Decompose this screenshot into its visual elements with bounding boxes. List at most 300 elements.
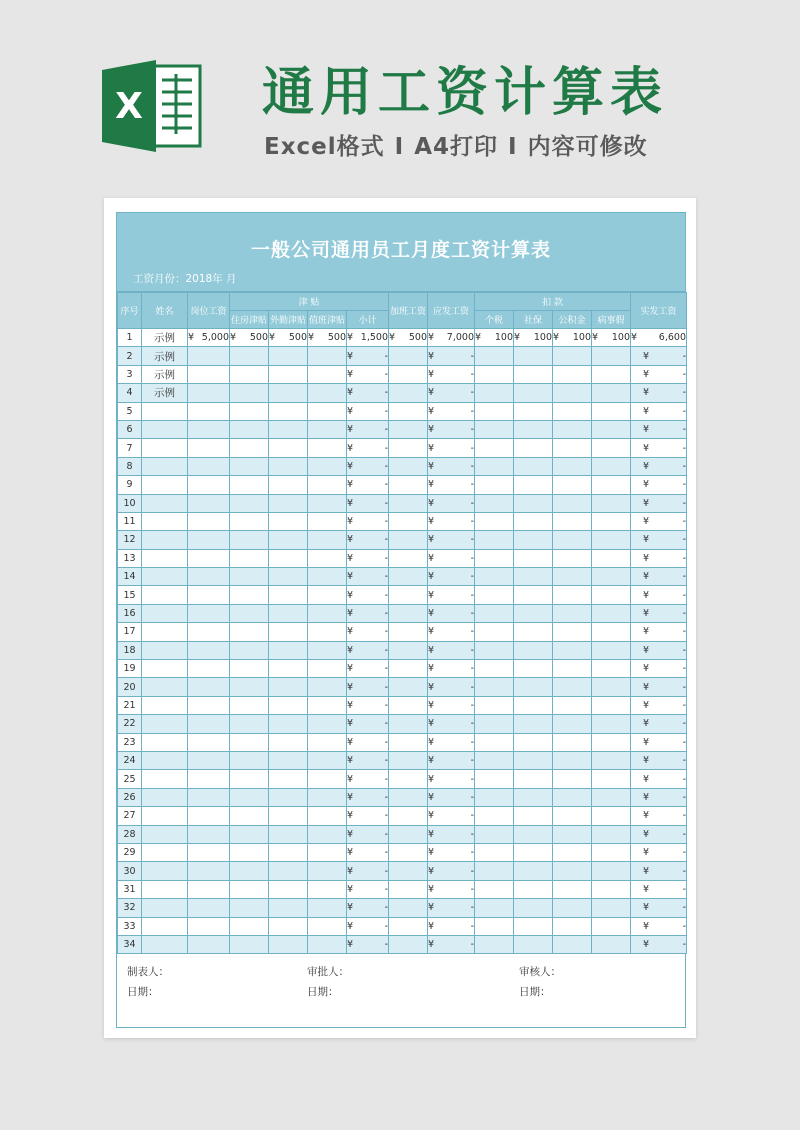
cell-leave[interactable] — [592, 899, 631, 917]
cell-overtime[interactable] — [389, 384, 428, 402]
cell-name[interactable] — [142, 843, 188, 861]
cell-fund[interactable] — [553, 678, 592, 696]
cell-field[interactable] — [269, 935, 308, 953]
cell-housing[interactable] — [230, 568, 269, 586]
cell-meal[interactable] — [308, 531, 347, 549]
cell-base[interactable] — [188, 751, 230, 769]
cell-overtime[interactable] — [389, 641, 428, 659]
cell-name[interactable] — [142, 715, 188, 733]
cell-overtime[interactable] — [389, 751, 428, 769]
cell-name[interactable] — [142, 623, 188, 641]
cell-name[interactable] — [142, 531, 188, 549]
cell-meal[interactable] — [308, 623, 347, 641]
cell-housing[interactable] — [230, 770, 269, 788]
cell-housing[interactable] — [230, 733, 269, 751]
cell-housing[interactable] — [230, 402, 269, 420]
cell-base[interactable] — [188, 807, 230, 825]
cell-overtime[interactable] — [389, 512, 428, 530]
cell-housing[interactable] — [230, 623, 269, 641]
cell-base[interactable] — [188, 586, 230, 604]
cell-social[interactable] — [514, 347, 553, 365]
cell-net[interactable] — [631, 880, 687, 898]
cell-index[interactable]: 17 — [118, 623, 142, 641]
cell-fund[interactable] — [553, 457, 592, 475]
cell-index[interactable]: 33 — [118, 917, 142, 935]
cell-subtotal[interactable] — [347, 899, 389, 917]
cell-base[interactable] — [188, 512, 230, 530]
cell-meal[interactable] — [308, 696, 347, 714]
cell-overtime[interactable] — [389, 660, 428, 678]
cell-base[interactable] — [188, 347, 230, 365]
cell-name[interactable] — [142, 476, 188, 494]
cell-name[interactable]: 示例 — [142, 347, 188, 365]
cell-leave[interactable] — [592, 568, 631, 586]
cell-gross[interactable] — [428, 494, 475, 512]
cell-housing[interactable] — [230, 586, 269, 604]
cell-field[interactable] — [269, 862, 308, 880]
cell-fund[interactable] — [553, 660, 592, 678]
cell-fund[interactable] — [553, 494, 592, 512]
cell-social[interactable] — [514, 733, 553, 751]
cell-base[interactable] — [188, 384, 230, 402]
cell-base[interactable] — [188, 329, 230, 347]
cell-social[interactable] — [514, 641, 553, 659]
cell-tax[interactable] — [475, 696, 514, 714]
cell-subtotal[interactable] — [347, 347, 389, 365]
cell-net[interactable] — [631, 347, 687, 365]
cell-leave[interactable] — [592, 420, 631, 438]
cell-tax[interactable] — [475, 347, 514, 365]
cell-meal[interactable] — [308, 604, 347, 622]
cell-net[interactable] — [631, 531, 687, 549]
cell-gross[interactable] — [428, 788, 475, 806]
cell-base[interactable] — [188, 420, 230, 438]
cell-overtime[interactable] — [389, 862, 428, 880]
cell-social[interactable] — [514, 420, 553, 438]
cell-meal[interactable] — [308, 347, 347, 365]
cell-meal[interactable] — [308, 384, 347, 402]
cell-social[interactable] — [514, 843, 553, 861]
cell-field[interactable] — [269, 512, 308, 530]
cell-index[interactable]: 19 — [118, 660, 142, 678]
cell-tax[interactable] — [475, 807, 514, 825]
cell-name[interactable] — [142, 935, 188, 953]
cell-tax[interactable] — [475, 402, 514, 420]
cell-tax[interactable] — [475, 604, 514, 622]
cell-housing[interactable] — [230, 494, 269, 512]
cell-name[interactable] — [142, 402, 188, 420]
cell-meal[interactable] — [308, 935, 347, 953]
cell-base[interactable] — [188, 604, 230, 622]
cell-social[interactable] — [514, 586, 553, 604]
cell-housing[interactable] — [230, 604, 269, 622]
cell-net[interactable] — [631, 384, 687, 402]
cell-index[interactable]: 12 — [118, 531, 142, 549]
cell-social[interactable] — [514, 935, 553, 953]
cell-social[interactable] — [514, 917, 553, 935]
cell-gross[interactable] — [428, 880, 475, 898]
cell-net[interactable] — [631, 402, 687, 420]
cell-name[interactable] — [142, 807, 188, 825]
cell-field[interactable] — [269, 807, 308, 825]
cell-social[interactable] — [514, 568, 553, 586]
cell-social[interactable] — [514, 678, 553, 696]
cell-fund[interactable] — [553, 715, 592, 733]
cell-gross[interactable] — [428, 899, 475, 917]
cell-gross[interactable] — [428, 384, 475, 402]
cell-meal[interactable] — [308, 457, 347, 475]
cell-leave[interactable] — [592, 384, 631, 402]
cell-fund[interactable] — [553, 623, 592, 641]
cell-subtotal[interactable] — [347, 420, 389, 438]
cell-name[interactable] — [142, 660, 188, 678]
cell-fund[interactable] — [553, 825, 592, 843]
cell-net[interactable] — [631, 604, 687, 622]
cell-fund[interactable] — [553, 788, 592, 806]
cell-net[interactable] — [631, 457, 687, 475]
cell-leave[interactable] — [592, 843, 631, 861]
cell-index[interactable]: 11 — [118, 512, 142, 530]
cell-base[interactable] — [188, 770, 230, 788]
cell-field[interactable] — [269, 549, 308, 567]
cell-fund[interactable] — [553, 935, 592, 953]
cell-leave[interactable] — [592, 770, 631, 788]
cell-field[interactable] — [269, 329, 308, 347]
cell-base[interactable] — [188, 623, 230, 641]
cell-gross[interactable] — [428, 347, 475, 365]
cell-field[interactable] — [269, 696, 308, 714]
cell-overtime[interactable] — [389, 899, 428, 917]
cell-meal[interactable] — [308, 549, 347, 567]
cell-tax[interactable] — [475, 678, 514, 696]
cell-housing[interactable] — [230, 935, 269, 953]
cell-index[interactable]: 29 — [118, 843, 142, 861]
cell-net[interactable] — [631, 733, 687, 751]
cell-fund[interactable] — [553, 512, 592, 530]
cell-index[interactable]: 7 — [118, 439, 142, 457]
cell-gross[interactable] — [428, 512, 475, 530]
cell-tax[interactable] — [475, 770, 514, 788]
cell-housing[interactable] — [230, 862, 269, 880]
cell-meal[interactable] — [308, 420, 347, 438]
cell-gross[interactable] — [428, 862, 475, 880]
cell-subtotal[interactable] — [347, 439, 389, 457]
cell-fund[interactable] — [553, 568, 592, 586]
cell-housing[interactable] — [230, 329, 269, 347]
cell-overtime[interactable] — [389, 917, 428, 935]
cell-subtotal[interactable] — [347, 457, 389, 475]
cell-gross[interactable] — [428, 807, 475, 825]
cell-overtime[interactable] — [389, 476, 428, 494]
cell-overtime[interactable] — [389, 531, 428, 549]
cell-tax[interactable] — [475, 531, 514, 549]
cell-subtotal[interactable] — [347, 623, 389, 641]
cell-field[interactable] — [269, 751, 308, 769]
cell-leave[interactable] — [592, 365, 631, 383]
cell-index[interactable]: 26 — [118, 788, 142, 806]
cell-leave[interactable] — [592, 825, 631, 843]
cell-net[interactable] — [631, 899, 687, 917]
cell-social[interactable] — [514, 660, 553, 678]
cell-subtotal[interactable] — [347, 862, 389, 880]
cell-leave[interactable] — [592, 457, 631, 475]
cell-base[interactable] — [188, 935, 230, 953]
cell-tax[interactable] — [475, 420, 514, 438]
cell-tax[interactable] — [475, 880, 514, 898]
cell-name[interactable] — [142, 494, 188, 512]
cell-gross[interactable] — [428, 770, 475, 788]
cell-subtotal[interactable] — [347, 825, 389, 843]
cell-leave[interactable] — [592, 751, 631, 769]
cell-leave[interactable] — [592, 476, 631, 494]
cell-meal[interactable] — [308, 862, 347, 880]
cell-index[interactable]: 30 — [118, 862, 142, 880]
cell-overtime[interactable] — [389, 439, 428, 457]
cell-overtime[interactable] — [389, 935, 428, 953]
cell-name[interactable] — [142, 751, 188, 769]
cell-fund[interactable] — [553, 384, 592, 402]
cell-base[interactable] — [188, 880, 230, 898]
cell-overtime[interactable] — [389, 770, 428, 788]
cell-leave[interactable] — [592, 494, 631, 512]
cell-subtotal[interactable] — [347, 807, 389, 825]
cell-gross[interactable] — [428, 402, 475, 420]
cell-name[interactable] — [142, 549, 188, 567]
cell-overtime[interactable] — [389, 402, 428, 420]
cell-gross[interactable] — [428, 843, 475, 861]
cell-leave[interactable] — [592, 660, 631, 678]
cell-net[interactable] — [631, 641, 687, 659]
cell-leave[interactable] — [592, 917, 631, 935]
cell-fund[interactable] — [553, 733, 592, 751]
cell-social[interactable] — [514, 402, 553, 420]
cell-gross[interactable] — [428, 751, 475, 769]
cell-index[interactable]: 20 — [118, 678, 142, 696]
cell-leave[interactable] — [592, 788, 631, 806]
cell-index[interactable]: 8 — [118, 457, 142, 475]
cell-gross[interactable] — [428, 476, 475, 494]
cell-housing[interactable] — [230, 476, 269, 494]
cell-name[interactable] — [142, 641, 188, 659]
cell-tax[interactable] — [475, 917, 514, 935]
cell-leave[interactable] — [592, 623, 631, 641]
cell-tax[interactable] — [475, 512, 514, 530]
cell-social[interactable] — [514, 329, 553, 347]
cell-net[interactable] — [631, 568, 687, 586]
cell-field[interactable] — [269, 880, 308, 898]
cell-fund[interactable] — [553, 531, 592, 549]
cell-social[interactable] — [514, 476, 553, 494]
cell-field[interactable] — [269, 715, 308, 733]
cell-field[interactable] — [269, 494, 308, 512]
cell-tax[interactable] — [475, 641, 514, 659]
cell-subtotal[interactable] — [347, 365, 389, 383]
cell-name[interactable]: 示例 — [142, 365, 188, 383]
cell-name[interactable] — [142, 678, 188, 696]
cell-overtime[interactable] — [389, 678, 428, 696]
cell-housing[interactable] — [230, 457, 269, 475]
cell-name[interactable] — [142, 788, 188, 806]
cell-index[interactable]: 9 — [118, 476, 142, 494]
cell-subtotal[interactable] — [347, 880, 389, 898]
cell-net[interactable] — [631, 512, 687, 530]
cell-tax[interactable] — [475, 439, 514, 457]
cell-leave[interactable] — [592, 733, 631, 751]
cell-net[interactable] — [631, 825, 687, 843]
cell-fund[interactable] — [553, 899, 592, 917]
cell-base[interactable] — [188, 825, 230, 843]
cell-fund[interactable] — [553, 807, 592, 825]
cell-gross[interactable] — [428, 678, 475, 696]
cell-fund[interactable] — [553, 770, 592, 788]
cell-name[interactable] — [142, 696, 188, 714]
cell-name[interactable] — [142, 439, 188, 457]
cell-field[interactable] — [269, 917, 308, 935]
cell-meal[interactable] — [308, 917, 347, 935]
cell-housing[interactable] — [230, 384, 269, 402]
cell-base[interactable] — [188, 365, 230, 383]
cell-meal[interactable] — [308, 899, 347, 917]
cell-field[interactable] — [269, 365, 308, 383]
cell-base[interactable] — [188, 899, 230, 917]
cell-subtotal[interactable] — [347, 384, 389, 402]
cell-tax[interactable] — [475, 586, 514, 604]
cell-tax[interactable] — [475, 476, 514, 494]
cell-meal[interactable] — [308, 788, 347, 806]
cell-index[interactable]: 23 — [118, 733, 142, 751]
cell-overtime[interactable] — [389, 329, 428, 347]
cell-fund[interactable] — [553, 402, 592, 420]
cell-gross[interactable] — [428, 935, 475, 953]
cell-net[interactable] — [631, 917, 687, 935]
cell-social[interactable] — [514, 899, 553, 917]
cell-subtotal[interactable] — [347, 917, 389, 935]
cell-meal[interactable] — [308, 843, 347, 861]
cell-net[interactable] — [631, 623, 687, 641]
cell-tax[interactable] — [475, 549, 514, 567]
cell-subtotal[interactable] — [347, 476, 389, 494]
cell-base[interactable] — [188, 660, 230, 678]
cell-fund[interactable] — [553, 476, 592, 494]
cell-meal[interactable] — [308, 439, 347, 457]
cell-index[interactable]: 5 — [118, 402, 142, 420]
cell-overtime[interactable] — [389, 494, 428, 512]
cell-index[interactable]: 1 — [118, 329, 142, 347]
cell-social[interactable] — [514, 825, 553, 843]
cell-subtotal[interactable] — [347, 935, 389, 953]
cell-social[interactable] — [514, 604, 553, 622]
cell-base[interactable] — [188, 568, 230, 586]
cell-gross[interactable] — [428, 457, 475, 475]
cell-field[interactable] — [269, 347, 308, 365]
cell-field[interactable] — [269, 439, 308, 457]
cell-fund[interactable] — [553, 751, 592, 769]
cell-social[interactable] — [514, 457, 553, 475]
cell-social[interactable] — [514, 715, 553, 733]
cell-name[interactable] — [142, 733, 188, 751]
cell-index[interactable]: 14 — [118, 568, 142, 586]
cell-tax[interactable] — [475, 751, 514, 769]
cell-index[interactable]: 2 — [118, 347, 142, 365]
cell-name[interactable]: 示例 — [142, 329, 188, 347]
cell-net[interactable] — [631, 788, 687, 806]
cell-index[interactable]: 18 — [118, 641, 142, 659]
cell-index[interactable]: 21 — [118, 696, 142, 714]
cell-net[interactable] — [631, 660, 687, 678]
cell-housing[interactable] — [230, 439, 269, 457]
cell-housing[interactable] — [230, 365, 269, 383]
cell-leave[interactable] — [592, 402, 631, 420]
cell-field[interactable] — [269, 899, 308, 917]
cell-fund[interactable] — [553, 586, 592, 604]
cell-base[interactable] — [188, 788, 230, 806]
cell-tax[interactable] — [475, 862, 514, 880]
cell-tax[interactable] — [475, 935, 514, 953]
cell-leave[interactable] — [592, 641, 631, 659]
cell-field[interactable] — [269, 825, 308, 843]
cell-meal[interactable] — [308, 825, 347, 843]
cell-index[interactable]: 28 — [118, 825, 142, 843]
cell-overtime[interactable] — [389, 420, 428, 438]
cell-housing[interactable] — [230, 347, 269, 365]
cell-net[interactable] — [631, 696, 687, 714]
cell-subtotal[interactable] — [347, 549, 389, 567]
cell-housing[interactable] — [230, 788, 269, 806]
cell-housing[interactable] — [230, 825, 269, 843]
cell-base[interactable] — [188, 733, 230, 751]
cell-meal[interactable] — [308, 715, 347, 733]
cell-subtotal[interactable] — [347, 843, 389, 861]
cell-overtime[interactable] — [389, 696, 428, 714]
cell-social[interactable] — [514, 494, 553, 512]
cell-meal[interactable] — [308, 660, 347, 678]
cell-subtotal[interactable] — [347, 788, 389, 806]
cell-base[interactable] — [188, 494, 230, 512]
cell-index[interactable]: 16 — [118, 604, 142, 622]
cell-field[interactable] — [269, 678, 308, 696]
cell-base[interactable] — [188, 476, 230, 494]
cell-housing[interactable] — [230, 660, 269, 678]
cell-gross[interactable] — [428, 917, 475, 935]
cell-tax[interactable] — [475, 825, 514, 843]
cell-gross[interactable] — [428, 439, 475, 457]
cell-gross[interactable] — [428, 696, 475, 714]
cell-base[interactable] — [188, 549, 230, 567]
cell-index[interactable]: 34 — [118, 935, 142, 953]
cell-social[interactable] — [514, 623, 553, 641]
cell-net[interactable] — [631, 329, 687, 347]
cell-net[interactable] — [631, 586, 687, 604]
cell-overtime[interactable] — [389, 365, 428, 383]
cell-subtotal[interactable] — [347, 715, 389, 733]
cell-subtotal[interactable] — [347, 770, 389, 788]
cell-leave[interactable] — [592, 935, 631, 953]
cell-gross[interactable] — [428, 549, 475, 567]
cell-index[interactable]: 4 — [118, 384, 142, 402]
cell-meal[interactable] — [308, 807, 347, 825]
cell-housing[interactable] — [230, 807, 269, 825]
cell-subtotal[interactable] — [347, 402, 389, 420]
cell-name[interactable] — [142, 770, 188, 788]
cell-overtime[interactable] — [389, 549, 428, 567]
cell-gross[interactable] — [428, 420, 475, 438]
cell-subtotal[interactable] — [347, 751, 389, 769]
cell-base[interactable] — [188, 457, 230, 475]
cell-overtime[interactable] — [389, 733, 428, 751]
cell-meal[interactable] — [308, 751, 347, 769]
cell-name[interactable] — [142, 604, 188, 622]
cell-social[interactable] — [514, 384, 553, 402]
